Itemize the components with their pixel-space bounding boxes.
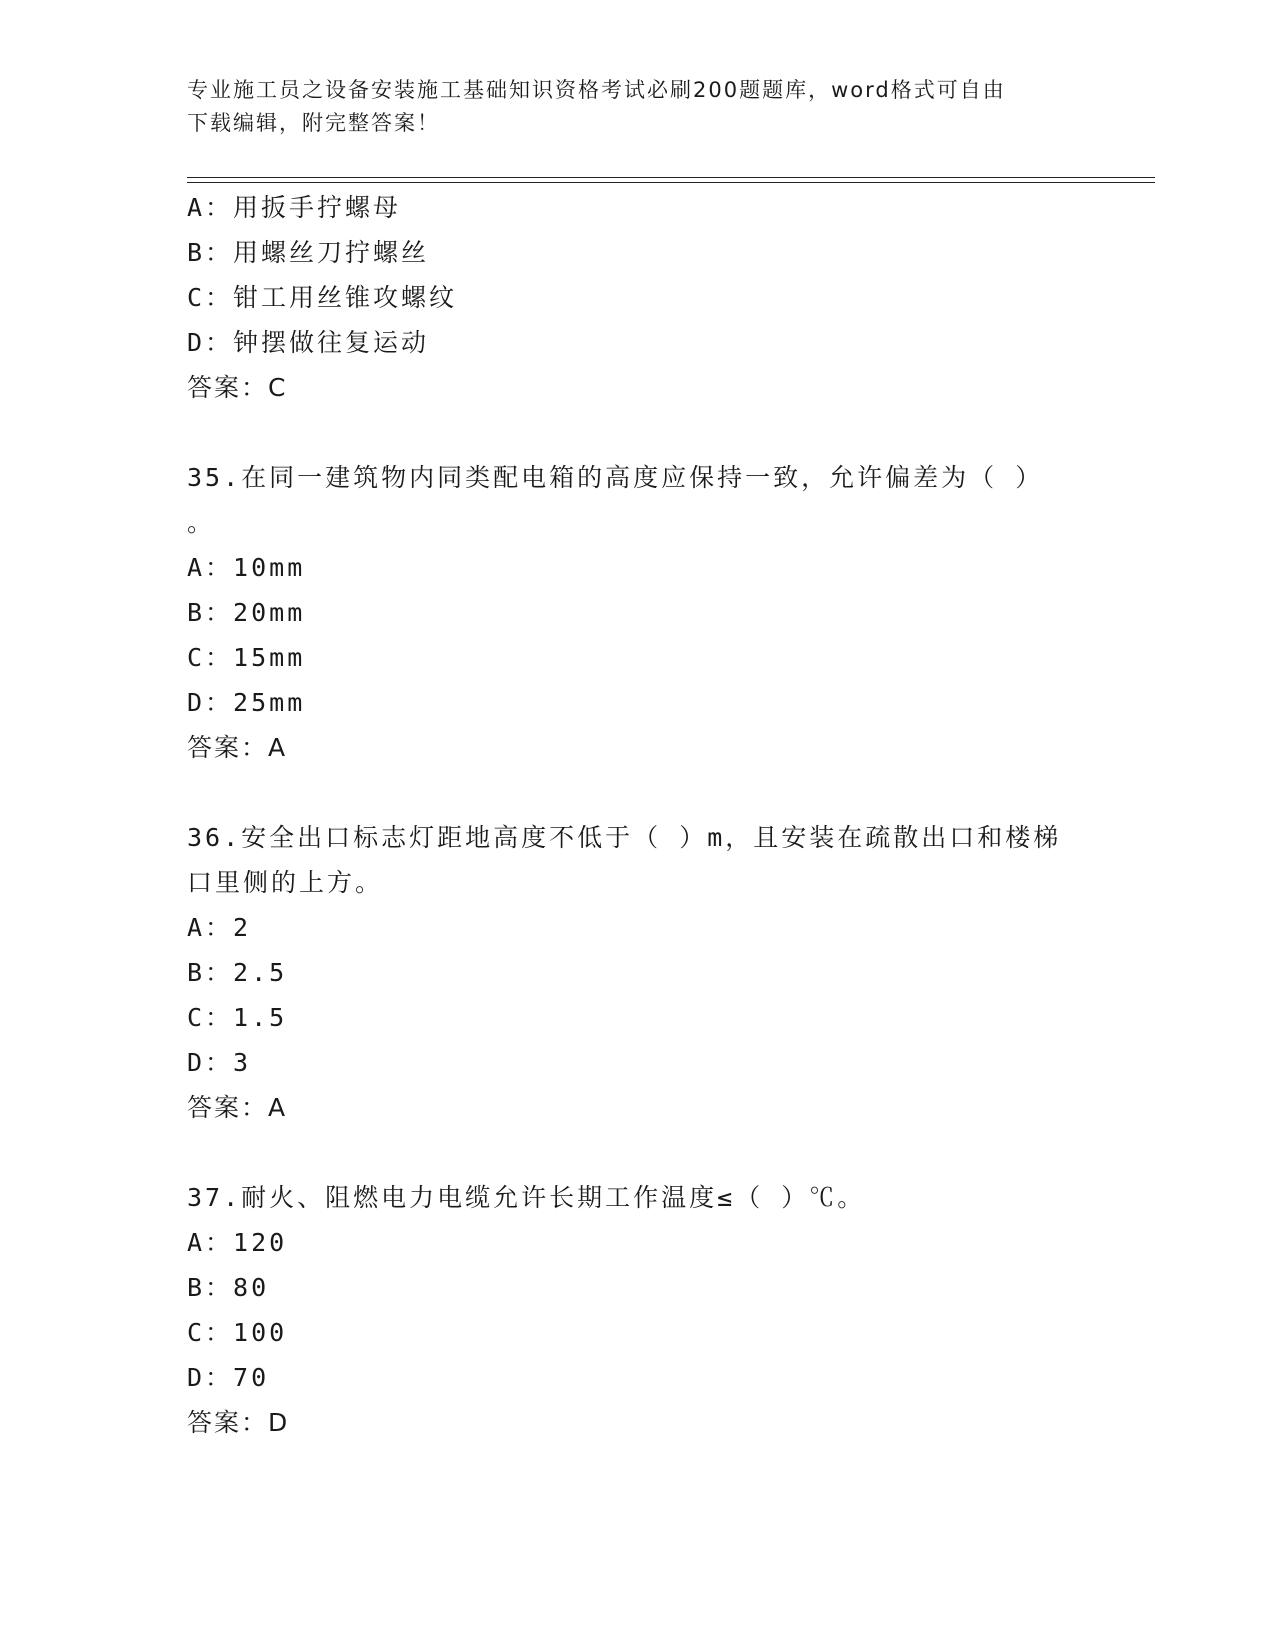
q37-option-b: B：80 (187, 1273, 270, 1302)
header-divider-bottom (187, 182, 1155, 183)
prev-option-d: D：钟摆做往复运动 (187, 328, 430, 357)
q35-stem-line-1: 35.在同一建筑物内同类配电箱的高度应保持一致，允许偏差为（ ） (187, 463, 1044, 492)
prev-option-a: A：用扳手拧螺母 (187, 193, 402, 222)
q35-option-c: C：15mm (187, 643, 306, 672)
q37-option-a: A：120 (187, 1228, 288, 1257)
prev-answer: 答案：C (187, 373, 288, 402)
q36-option-b: B：2.5 (187, 958, 288, 987)
q35-option-b: B：20mm (187, 598, 306, 627)
q37-option-c: C：100 (187, 1318, 288, 1347)
prev-option-c: C：钳工用丝锥攻螺纹 (187, 283, 458, 312)
q35-option-d: D：25mm (187, 688, 306, 717)
prev-option-b: B：用螺丝刀拧螺丝 (187, 238, 430, 267)
header-title-line-1: 专业施工员之设备安装施工基础知识资格考试必刷200题题库，word格式可自由 (187, 78, 1006, 102)
q35-option-a: A：10mm (187, 553, 306, 582)
q37-answer: 答案：D (187, 1408, 290, 1437)
q36-stem-line-2: 口里侧的上方。 (187, 868, 384, 897)
q36-answer: 答案：A (187, 1093, 288, 1122)
q35-answer: 答案：A (187, 733, 288, 762)
header-title-line-2: 下载编辑，附完整答案！ (187, 111, 440, 135)
header-divider-top (187, 177, 1155, 178)
document-header (187, 74, 1067, 140)
q36-stem-line-1: 36.安全出口标志灯距地高度不低于（ ）m，且安装在疏散出口和楼梯 (187, 823, 1062, 852)
q36-option-c: C：1.5 (187, 1003, 288, 1032)
q36-option-a: A：2 (187, 913, 252, 942)
q36-option-d: D：3 (187, 1048, 252, 1077)
q37-option-d: D：70 (187, 1363, 270, 1392)
q35-stem-line-2: 。 (187, 508, 216, 537)
q37-stem-line-1: 37.耐火、阻燃电力电缆允许长期工作温度≤（ ）℃。 (187, 1183, 866, 1212)
